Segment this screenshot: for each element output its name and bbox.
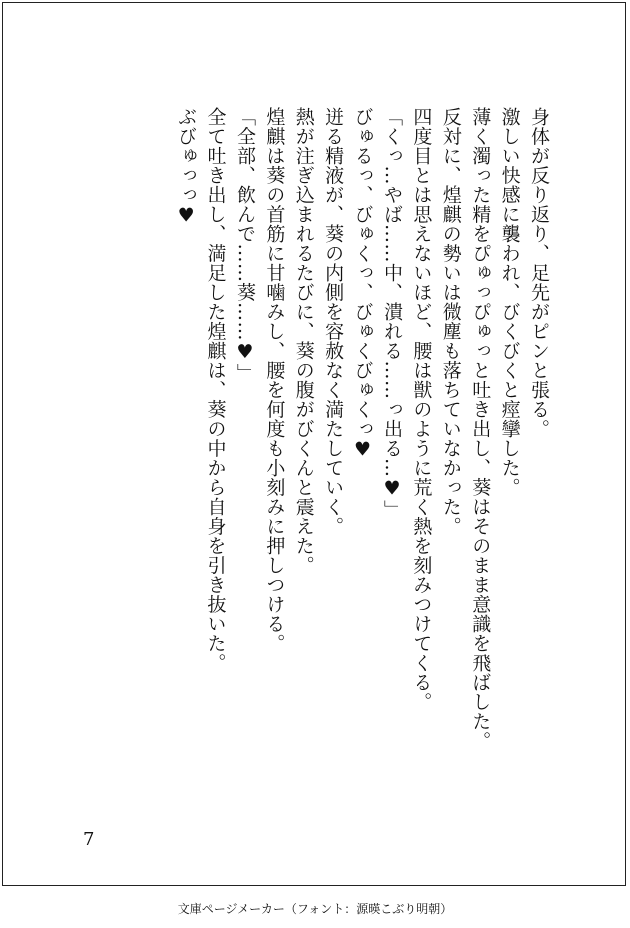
text-line-5: 四度目とは思えないほど、腰は獣のように荒く熱を刻みつけてくる。: [410, 107, 433, 712]
text-line-8: 迸る精液が、葵の内側を容赦なく満たしていく。: [322, 107, 345, 536]
vertical-text-block: [142, 107, 553, 757]
text-line-13: ぶびゅっっ♥: [175, 107, 198, 227]
text-line-11: 「全部、飲んで……葵……♥」: [233, 107, 256, 383]
text-line-2: 激しい快感に襲われ、びくびくと痙攣した。: [498, 107, 521, 497]
footer-credit: 文庫ページメーカー（フォント：源暎こぶり明朝）: [177, 902, 453, 916]
text-line-3: 薄く濁った精をぴゅっぴゅっと吐き出し、葵はそのまま意識を飛ばした。: [469, 107, 492, 751]
text-line-12: 全て吐き出し、満足した煌麒は、葵の中から自身を引き抜いた。: [204, 107, 227, 673]
text-line-7: びゅるっ、びゅくっ、びゅくびゅくっ♥: [351, 107, 374, 461]
text-line-6: 「くっ…やば……中、潰れる……っ出る…♥」: [380, 107, 403, 520]
page-number: 7: [83, 829, 95, 850]
page-frame: [2, 2, 626, 886]
text-line-1: 身体が反り返り、足先がピンと張る。: [528, 107, 550, 439]
text-line-10: 煌麒は葵の首筋に甘噛みし、腰を何度も小刻みに押しつける。: [263, 107, 286, 653]
text-line-9: 熱が注ぎ込まれるたびに、葵の腹がびくんと震えた。: [292, 107, 315, 575]
text-line-4: 反対に、煌麒の勢いは微塵も落ちていなかった。: [439, 107, 462, 536]
